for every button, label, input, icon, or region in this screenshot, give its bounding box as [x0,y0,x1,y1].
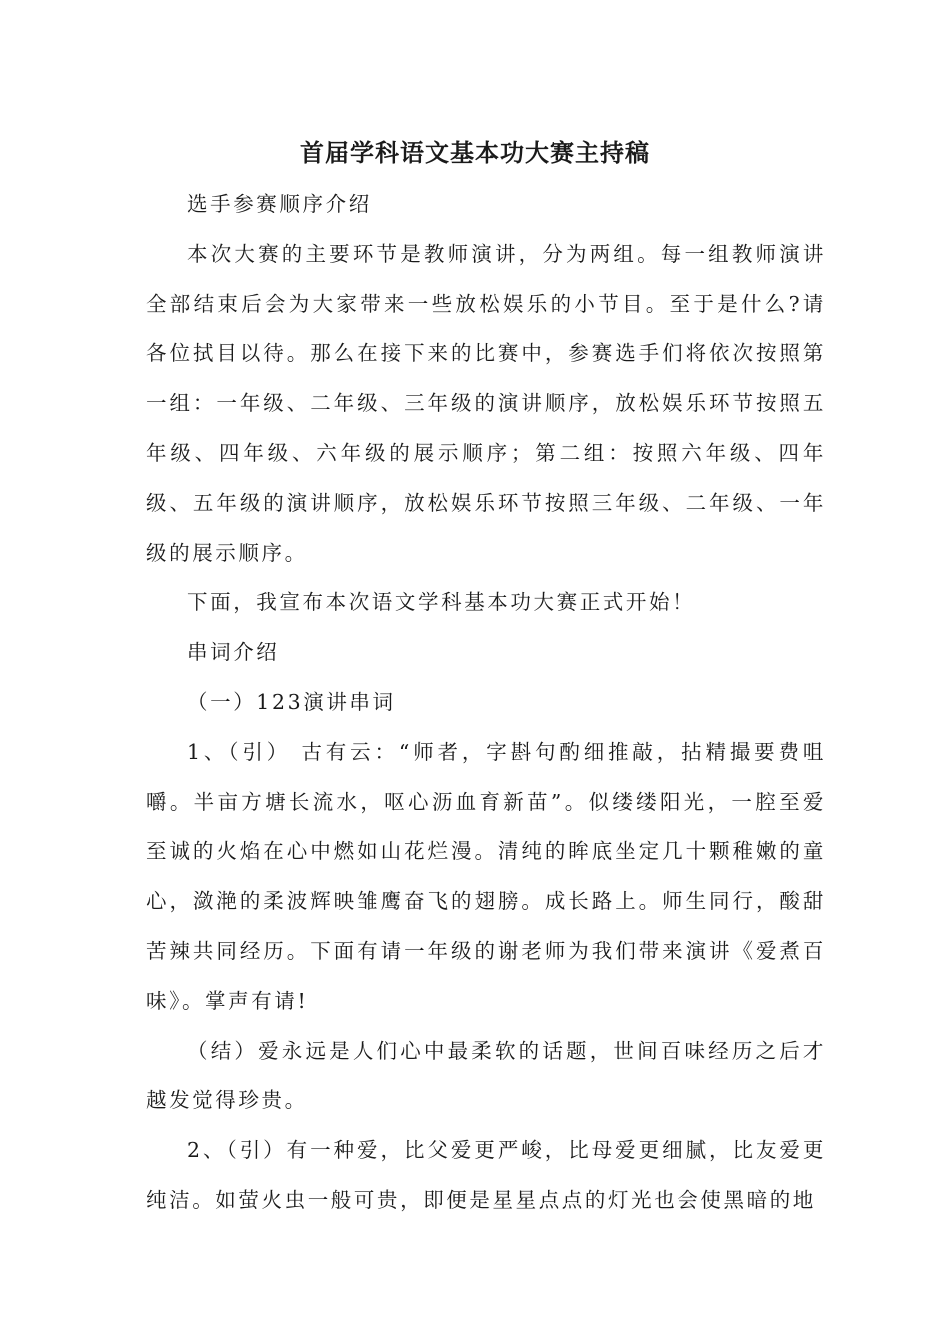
document-body [146,180,826,1226]
paragraph-section-heading-transitions: 串词介绍 [187,640,280,665]
paragraph-subsection-heading: （一）123演讲串词 [187,689,396,714]
paragraph-opening-announcement: 下面，我宣布本次语文学科基本功大赛正式开始！ [187,590,696,615]
paragraph-intro-2: 2、（引）有一种爱，比父爱更严峻，比母爱更细腻，比友爱更纯洁。如萤火虫一般可贵，即便是星星点点的灯光也会使黑暗的地 [146,1138,826,1212]
paragraph-order-description: 本次大赛的主要环节是教师演讲，分为两组。每一组教师演讲全部结束后会为大家带来一些放松娱乐的小节目。至于是什么?请各位拭目以待。那么在接下来的比赛中，参赛选手们将依次按照第一组：一年级、二年级、三年级的演讲顺序，放松娱乐环节按照五年级、四年级、六年级的展示顺序；第二组：按照六年级、四年级、五年级的演讲顺序，放松娱乐环节按照三年级、二年级、一年级的展示顺序。 [146,241,826,565]
paragraph-intro-1: 1、（引） 古有云：“师者，字斟句酌细推敲，拈精撮要费咀嚼。半亩方塘长流水，呕心沥血育新苗”。似缕缕阳光，一腔至爱至诚的火焰在心中燃如山花烂漫。清纯的眸底坐定几十颗稚嫩的童心，潋滟的柔波辉映雏鹰奋飞的翅膀。成长路上。师生同行，酸甜苦辣共同经历。下面有请一年级的谢老师为我们带来演讲《爱煮百味》。掌声有请! [146,739,826,1013]
document-title: 首届学科语文基本功大赛主持稿 [300,138,650,167]
paragraph-section-heading-order: 选手参赛顺序介绍 [187,192,372,216]
paragraph-conclusion-1: （结）爱永远是人们心中最柔软的话题，世间百味经历之后才越发觉得珍贵。 [146,1038,826,1113]
